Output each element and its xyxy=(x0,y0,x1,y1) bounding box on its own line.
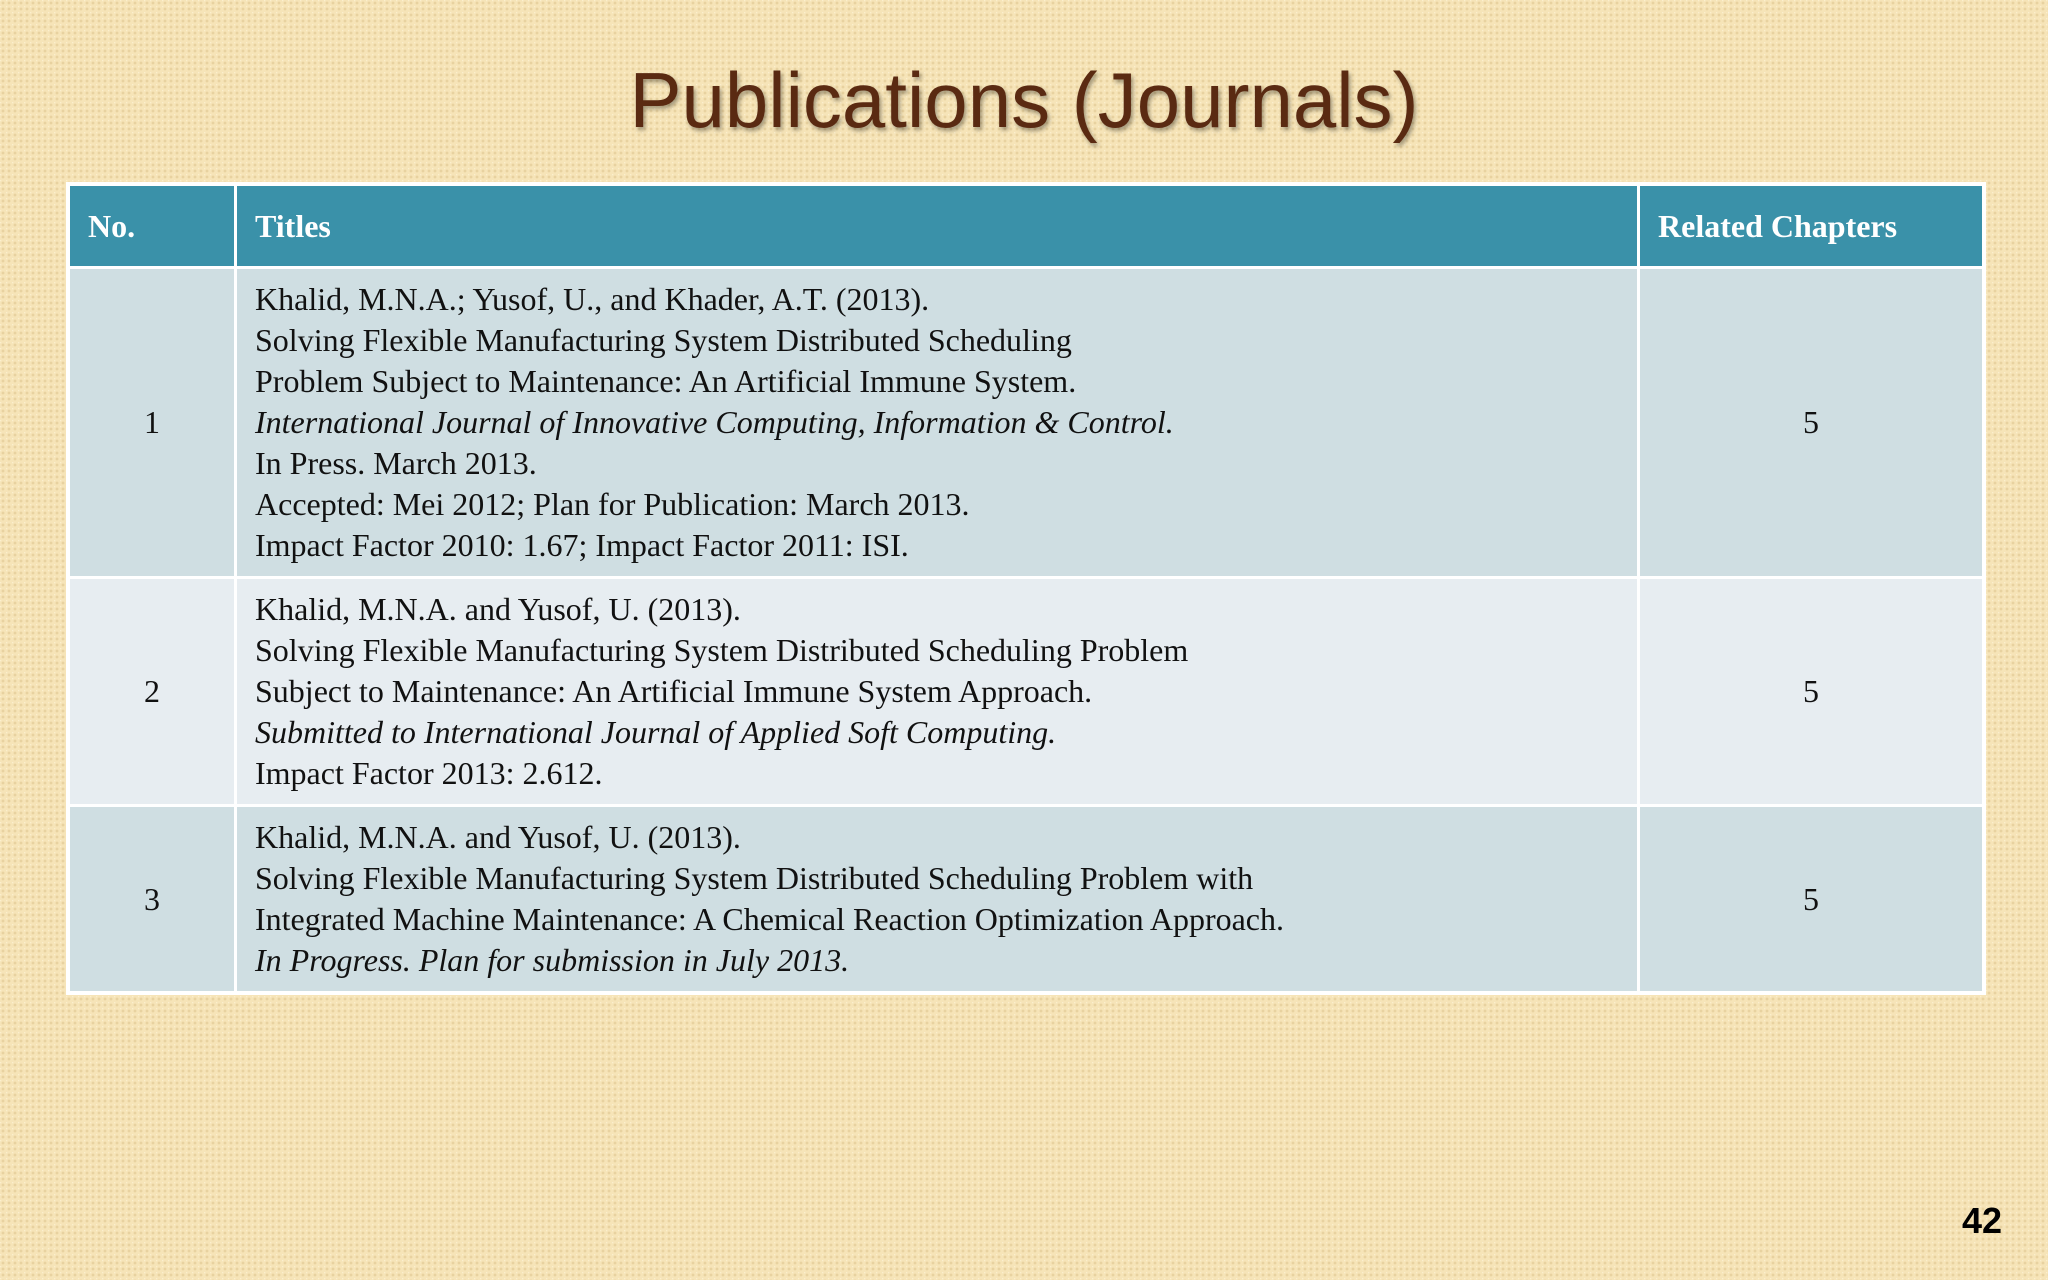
publications-table xyxy=(67,183,1985,994)
table-row xyxy=(69,806,1984,993)
publication-title-cell xyxy=(236,268,1639,578)
publication-line: Khalid, M.N.A.; Yusof, U., and Khader, A.T. (2013). xyxy=(255,281,930,317)
publication-line: Subject to Maintenance: An Artificial Immune System Approach. xyxy=(255,673,1093,709)
page-number: 42 xyxy=(1961,1200,2002,1241)
publication-line: Solving Flexible Manufacturing System Distributed Scheduling Problem xyxy=(255,632,1189,668)
publication-status-line: In Progress. Plan for submission in July 2013. xyxy=(255,942,850,978)
publication-line: Impact Factor 2013: 2.612. xyxy=(255,755,603,791)
publication-title-cell xyxy=(236,806,1639,993)
publication-line: Integrated Machine Maintenance: A Chemical Reaction Optimization Approach. xyxy=(255,901,1284,937)
publication-line: Problem Subject to Maintenance: An Artificial Immune System. xyxy=(255,363,1077,399)
header-titles: Titles xyxy=(236,185,1639,268)
publication-line: Solving Flexible Manufacturing System Distributed Scheduling Problem with xyxy=(255,860,1254,896)
publication-line: In Press. March 2013. xyxy=(255,445,537,481)
table-row xyxy=(69,268,1984,578)
header-no: No. xyxy=(69,185,236,268)
header-related-chapters: Related Chapters xyxy=(1639,185,1984,268)
publication-title-cell xyxy=(236,578,1639,806)
publication-line: Khalid, M.N.A. and Yusof, U. (2013). xyxy=(255,591,741,627)
row-number: 3 xyxy=(69,806,236,993)
table-header-row xyxy=(69,185,1984,268)
publication-journal-line: Submitted to International Journal of Applied Soft Computing. xyxy=(255,714,1057,750)
publication-line: Solving Flexible Manufacturing System Distributed Scheduling xyxy=(255,322,1072,358)
row-number: 2 xyxy=(69,578,236,806)
publication-line: Khalid, M.N.A. and Yusof, U. (2013). xyxy=(255,819,741,855)
publication-line: Accepted: Mei 2012; Plan for Publication: March 2013. xyxy=(255,486,970,522)
related-chapters: 5 xyxy=(1639,268,1984,578)
publication-journal-line: International Journal of Innovative Computing, Information & Control. xyxy=(255,404,1174,440)
slide-title: Publications (Journals) xyxy=(629,56,1419,144)
table-row xyxy=(69,578,1984,806)
related-chapters: 5 xyxy=(1639,578,1984,806)
related-chapters: 5 xyxy=(1639,806,1984,993)
row-number: 1 xyxy=(69,268,236,578)
publication-line: Impact Factor 2010: 1.67; Impact Factor 2011: ISI. xyxy=(255,527,909,563)
